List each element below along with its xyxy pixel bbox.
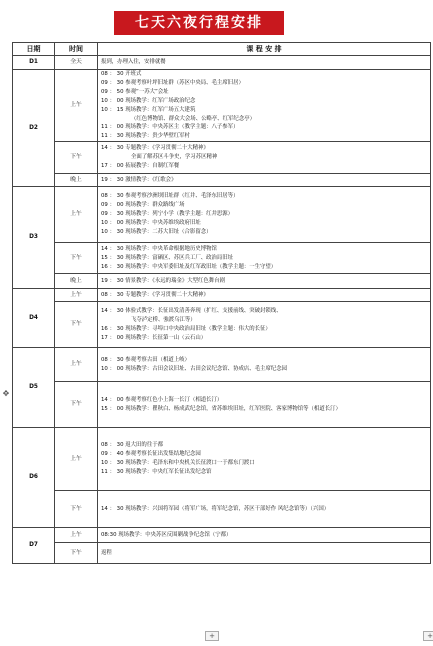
schedule-item: （红色博物馆、群众大会场、公略亭、红军纪念亭） bbox=[131, 115, 255, 122]
schedule-item: 11 ： 30 现场教学：贵少华壁红军村 bbox=[101, 133, 190, 140]
schedule-item: 14 ： 30 现场教学：中央革命根据地历史博物馆 bbox=[101, 245, 217, 252]
time-slot-cell: 下午 bbox=[55, 382, 98, 428]
schedule-item: 11 ： 00 现场教学：中央苏区主（教学主题：八子参军） bbox=[101, 124, 239, 131]
schedule-item: 全面了解苏区斗争史，学习苏区精神 bbox=[131, 154, 218, 161]
schedule-item: 09 ： 50 参观“一苏大”会址 bbox=[101, 88, 169, 95]
header-time: 时间 bbox=[55, 43, 98, 56]
schedule-table bbox=[12, 42, 431, 564]
time-slot-cell: 上午 bbox=[55, 187, 98, 243]
schedule-cell bbox=[98, 289, 431, 302]
time-slot-cell: 上午 bbox=[55, 428, 98, 491]
schedule-item: 14 ： 00 参观考察红色小上海一长汀（相道长汀） bbox=[101, 396, 223, 403]
table-row bbox=[13, 274, 431, 289]
day-cell: D1 bbox=[13, 56, 55, 70]
time-slot-cell: 下午 bbox=[55, 543, 98, 564]
time-slot-cell: 下午 bbox=[55, 243, 98, 274]
schedule-cell bbox=[98, 382, 431, 428]
schedule-item: 10 ： 15 现场教学：红军广场五大建筑 bbox=[101, 106, 196, 113]
schedule-item: 16 ： 30 现场教学：寻埠口中央政治局旧址（教学主题：伟大的长征） bbox=[101, 325, 271, 332]
time-slot-cell: 上午 bbox=[55, 348, 98, 382]
day-cell: D5 bbox=[13, 348, 55, 428]
table-row bbox=[13, 187, 431, 243]
schedule-item: 10 ： 00 现场教学：红军广场政治纪念 bbox=[101, 97, 196, 104]
schedule-item: 08:30 现场教学：中央苏区反围剿战争纪念馆（宁都） bbox=[101, 531, 232, 538]
schedule-cell bbox=[98, 543, 431, 564]
day-cell: D2 bbox=[13, 70, 55, 187]
table-header-row bbox=[13, 43, 431, 56]
schedule-item: 10 ： 00 现场教学：古田会议旧址、古田会议纪念馆、协成店、毛主席纪念园 bbox=[101, 365, 287, 372]
schedule-item: 10 ： 30 现场教学：二苏大旧址（合影留念） bbox=[101, 229, 212, 236]
time-slot-cell: 晚上 bbox=[55, 274, 98, 289]
table-move-handle-icon[interactable]: ✥ bbox=[2, 389, 10, 398]
day-cell: D6 bbox=[13, 428, 55, 528]
schedule-item: 14 ： 30 现场教学：兴国将军园（将军广场，将军纪念馆，苏区干部好作 风纪念馆等）（兴国） bbox=[101, 505, 330, 512]
schedule-item: 09 ： 30 参观考察叶坪旧址群（苏区中央局、毛主席旧居） bbox=[101, 79, 244, 86]
schedule-item: 报到，办理入住，安排就餐 bbox=[101, 59, 166, 66]
schedule-item: 14 ： 30 专题教学：《学习贯彻二十大精神》 bbox=[101, 145, 209, 152]
day-cell: D3 bbox=[13, 187, 55, 289]
schedule-item: 09 ： 30 现场教学：列宁小学（教学主题：红井思源） bbox=[101, 211, 234, 218]
schedule-item: 15 ： 30 现场教学：富硒区、苏区兵工厂、政治局旧址 bbox=[101, 254, 234, 261]
schedule-cell bbox=[98, 243, 431, 274]
schedule-item: 08 ： 30 参观考察沙洲坝旧址群（红井、毛泽东旧居等） bbox=[101, 193, 239, 200]
time-slot-cell: 上午 bbox=[55, 289, 98, 302]
table-row bbox=[13, 243, 431, 274]
table-row bbox=[13, 70, 431, 142]
header-date: 日期 bbox=[13, 43, 55, 56]
schedule-item: 15 ： 00 现场教学：瞿秋白、杨成武纪念馆，省苏维埃旧址，红军医院、客家博物馆等（相道长汀） bbox=[101, 405, 341, 412]
table-row bbox=[13, 543, 431, 564]
add-row-button[interactable]: + bbox=[205, 631, 219, 641]
schedule-cell bbox=[98, 187, 431, 243]
schedule-item: 17 ： 00 拓展教学：自制红军餐 bbox=[101, 163, 180, 170]
schedule-item: 飞夺泸定桥、強渡乌江等） bbox=[131, 316, 196, 323]
schedule-item: 16 ： 30 现场教学：中央军委旧址及红军政旧址（教学主题：一生守望） bbox=[101, 263, 277, 270]
schedule-cell bbox=[98, 348, 431, 382]
header-schedule: 课 程 安 排 bbox=[98, 43, 431, 56]
schedule-item: 17 ： 00 现场教学：长征第一山（云石山） bbox=[101, 334, 207, 341]
table-row bbox=[13, 302, 431, 348]
table-row bbox=[13, 348, 431, 382]
schedule-item: 19 ： 30 情景教学：《永远的瑞金》大型红色舞台剧 bbox=[101, 277, 225, 284]
schedule-item: 09 ： 40 参观考察长征出发集结地纪念园 bbox=[101, 451, 201, 458]
time-slot-cell: 下午 bbox=[55, 302, 98, 348]
schedule-cell bbox=[98, 142, 431, 174]
schedule-cell bbox=[98, 70, 431, 142]
schedule-item: 08 ： 30 开班式 bbox=[101, 71, 142, 77]
time-slot-cell: 全天 bbox=[55, 56, 98, 70]
table-row bbox=[13, 528, 431, 543]
schedule-item: 10 ： 00 现场教学：中央苏维埃政府旧址 bbox=[101, 220, 201, 227]
table-row bbox=[13, 491, 431, 528]
schedule-item: 11 ： 30 现场教学：中央红军长征出发纪念馆 bbox=[101, 469, 212, 476]
schedule-cell bbox=[98, 174, 431, 187]
add-row-button-right[interactable]: + bbox=[423, 631, 433, 641]
schedule-item: 08 ： 30 参观考察古田（相道上岐） bbox=[101, 356, 190, 363]
page-title: 七天六夜行程安排 bbox=[114, 11, 284, 35]
table-row bbox=[13, 382, 431, 428]
schedule-item: 08 ： 30 返大田的往于都 bbox=[101, 442, 163, 449]
schedule-cell bbox=[98, 491, 431, 528]
time-slot-cell: 上午 bbox=[55, 70, 98, 142]
schedule-cell bbox=[98, 274, 431, 289]
time-slot-cell: 上午 bbox=[55, 528, 98, 543]
schedule-item: 10 ： 30 现场教学：毛泽东和中央机关长征渡口一于都东门渡口 bbox=[101, 460, 255, 467]
schedule-cell bbox=[98, 428, 431, 491]
day-cell: D7 bbox=[13, 528, 55, 564]
schedule-cell bbox=[98, 56, 431, 70]
table-row bbox=[13, 142, 431, 174]
table-row bbox=[13, 289, 431, 302]
schedule-cell bbox=[98, 528, 431, 543]
time-slot-cell: 下午 bbox=[55, 491, 98, 528]
table-row bbox=[13, 56, 431, 70]
time-slot-cell: 晚上 bbox=[55, 174, 98, 187]
time-slot-cell: 下午 bbox=[55, 142, 98, 174]
schedule-cell bbox=[98, 302, 431, 348]
day-cell: D4 bbox=[13, 289, 55, 348]
schedule-item: 09 ： 00 现场教学：群众路线广场 bbox=[101, 202, 185, 209]
schedule-item: 返程 bbox=[101, 549, 112, 556]
table-row bbox=[13, 174, 431, 187]
table-row bbox=[13, 428, 431, 491]
schedule-item: 08 ： 30 专题教学：《学习贯彻二十大精神》 bbox=[101, 291, 209, 298]
schedule-item: 19 ： 30 激情教学：《红歌会》 bbox=[101, 176, 177, 183]
schedule-item: 14 ： 30 体验式教学：长征出发清善奔现（扩红、支援前线、突破封锁线、 bbox=[101, 307, 282, 314]
